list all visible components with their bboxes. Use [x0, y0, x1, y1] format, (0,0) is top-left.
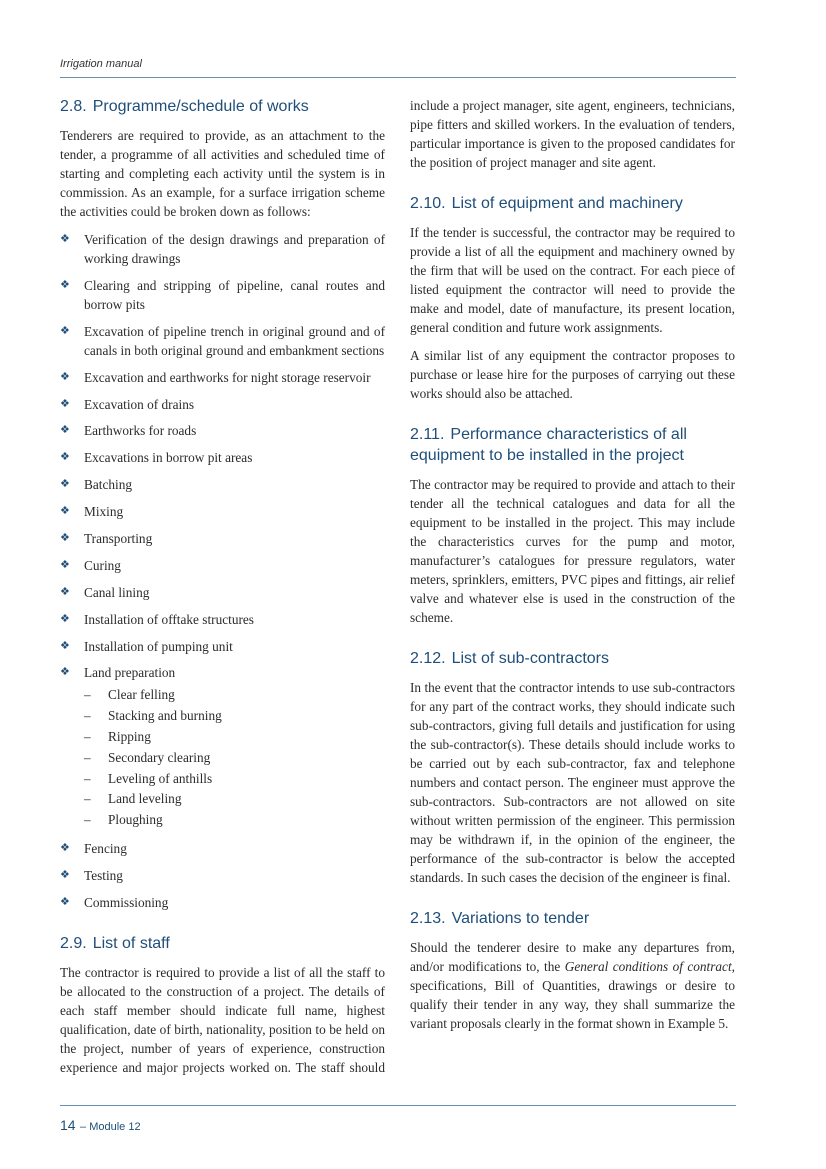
diamond-bullet-icon: ❖	[60, 612, 70, 625]
section-2-10-text-2: A similar list of any equipment the contractor proposes to purchase or lease hire for the purposes of carrying out these works should also be attached.	[410, 348, 735, 401]
diamond-bullet-icon: ❖	[60, 895, 70, 908]
list-item: ❖ Clearing and stripping of pipeline, canal routes and borrow pits	[60, 277, 385, 312]
list-item: ❖ Mixing	[60, 504, 124, 520]
module-label: – Module 12	[80, 1121, 141, 1133]
section-2-8-intro: Tenderers are required to provide, as an attachment to the tender, a programme of all activities and scheduled time of starting and completing each activity until the system is in commission. As an example, for a surface irrigation scheme the activities could be broken down as follows:	[60, 128, 385, 219]
activity-list	[60, 230, 385, 912]
land-preparation-sublist	[84, 685, 385, 831]
diamond-bullet-icon: ❖	[60, 370, 70, 383]
diamond-bullet-icon: ❖	[60, 841, 70, 854]
sub-list-item: – Ripping	[84, 729, 151, 745]
list-item: ❖ Commissioning	[60, 894, 169, 910]
list-item: ❖ Curing	[60, 557, 121, 573]
right-column	[410, 96, 735, 1042]
section-2-8-heading: 2.8. Programme/schedule of works	[60, 98, 309, 115]
diamond-bullet-icon: ❖	[60, 397, 70, 410]
list-item: ❖ Excavation and earthworks for night storage reservoir	[60, 369, 371, 385]
diamond-bullet-icon: ❖	[60, 324, 70, 337]
diamond-bullet-icon: ❖	[60, 478, 70, 491]
diamond-bullet-icon: ❖	[60, 233, 70, 245]
section-2-9-text-continued: include a project manager, site agent, engineers, technicians, pipe fitters and skilled workers. In the evaluation of tenders, particular importance is given to the proposed candidates for the position of project manager and site agent.	[410, 98, 735, 170]
sub-list-item: – Stacking and burning	[84, 708, 222, 724]
diamond-bullet-icon: ❖	[60, 639, 70, 652]
list-item: ❖ Canal lining	[60, 584, 150, 600]
list-item: ❖ Land preparation – Clear felling – Stacking and burning – Ripping – Secondary clearing – Leveling of anthills – Land leveling – Ploughing	[60, 663, 385, 831]
diamond-bullet-icon: ❖	[60, 532, 70, 545]
sub-list-item: – Clear felling	[84, 687, 175, 703]
running-header: Irrigation manual	[60, 58, 142, 70]
sub-list-item: – Land leveling	[84, 791, 182, 807]
list-item: ❖ Testing	[60, 867, 123, 883]
list-item: ❖ Excavation of pipeline trench in original ground and of canals in both original ground and embankment sections	[60, 323, 385, 358]
diamond-bullet-icon: ❖	[60, 585, 70, 598]
section-2-12-text: In the event that the contractor intends to use sub-contractors for any part of the contract works, they should indicate such sub-contractors, giving full details and justification for using the sub-contractor(s). These details should include works to be carried out by each sub-contractor, fax and telephone numbers and contact person. The engineer must approve the sub-contractors. Sub-contractors are not allowed on site without written permission of the engineer. This permission may be withdrawn if, in the opinion of the engineer, the performance of the sub-contractor is below the accepted standards. In such cases the decision of the engineer is final.	[410, 680, 735, 885]
page-number: 14	[60, 1117, 76, 1133]
footer-rule	[60, 1105, 736, 1106]
section-2-9-text: The contractor is required to provide a list of all the staff to be allocated to the construction of a project. The details of each staff member should indicate full name, highest qualification, date of birth, nationality, position to be held on the project, number of years of experience, construction experience and major projects worked on. The staff should	[60, 964, 385, 1075]
section-2-12-heading: 2.12. List of sub-contractors	[410, 650, 609, 667]
list-item: ❖ Batching	[60, 477, 133, 493]
page-footer	[60, 1117, 141, 1135]
section-2-11-text: The contractor may be required to provide and attach to their tender all the technical catalogues and data for all the equipment to be installed in the project. This may include the characteristics curves for the pump and motor, manufacturer’s catalogues for pressure regulators, water meters, sprinklers, emitters, PVC pipes and fittings, air relief valve and whatever else is used in the construction of the scheme.	[410, 477, 735, 625]
list-item: ❖ Installation of pumping unit	[60, 638, 233, 654]
list-item: ❖ Transporting	[60, 531, 153, 547]
list-item: ❖ Earthworks for roads	[60, 423, 197, 439]
header-rule	[60, 77, 736, 78]
diamond-bullet-icon: ❖	[60, 666, 70, 679]
section-2-13-text: Should the tenderer desire to make any departures from, and/or modifications to, the General conditions of contract, specifications, Bill of Quantities, drawings or desire to qualify their tender in any way, they shall summarize the variant proposals clearly in the format shown in Example 5.	[410, 940, 735, 1031]
list-item: ❖ Verification of the design drawings and preparation of working drawings	[60, 232, 385, 266]
diamond-bullet-icon: ❖	[60, 451, 70, 464]
list-item: ❖ Fencing	[60, 840, 127, 856]
section-2-13-heading: 2.13. Variations to tender	[410, 910, 590, 927]
list-item: ❖ Excavations in borrow pit areas	[60, 450, 253, 466]
diamond-bullet-icon: ❖	[60, 278, 70, 291]
left-column	[60, 96, 385, 1086]
diamond-bullet-icon: ❖	[60, 868, 70, 881]
sub-list-item: – Secondary clearing	[84, 749, 211, 765]
diamond-bullet-icon: ❖	[60, 505, 70, 518]
sub-list-item: – Ploughing	[84, 812, 163, 828]
sub-list-item: – Leveling of anthills	[84, 770, 213, 786]
diamond-bullet-icon: ❖	[60, 558, 70, 571]
list-item: ❖ Excavation of drains	[60, 396, 195, 412]
list-item: ❖ Installation of offtake structures	[60, 611, 254, 627]
diamond-bullet-icon: ❖	[60, 424, 70, 437]
section-2-10-text-1: If the tender is successful, the contractor may be required to provide a list of all the equipment and machinery owned by the firm that will be used on the contract. For each piece of listed equipment the contractor will need to provide the make and model, date of manufacture, its present location, general condition and future work assignments.	[410, 225, 735, 335]
section-2-10-heading: 2.10. List of equipment and machinery	[410, 195, 683, 212]
section-2-9-heading: 2.9. List of staff	[60, 934, 170, 952]
section-2-11-heading: 2.11. Performance characteristics of all equipment to be installed in the project	[410, 426, 687, 464]
